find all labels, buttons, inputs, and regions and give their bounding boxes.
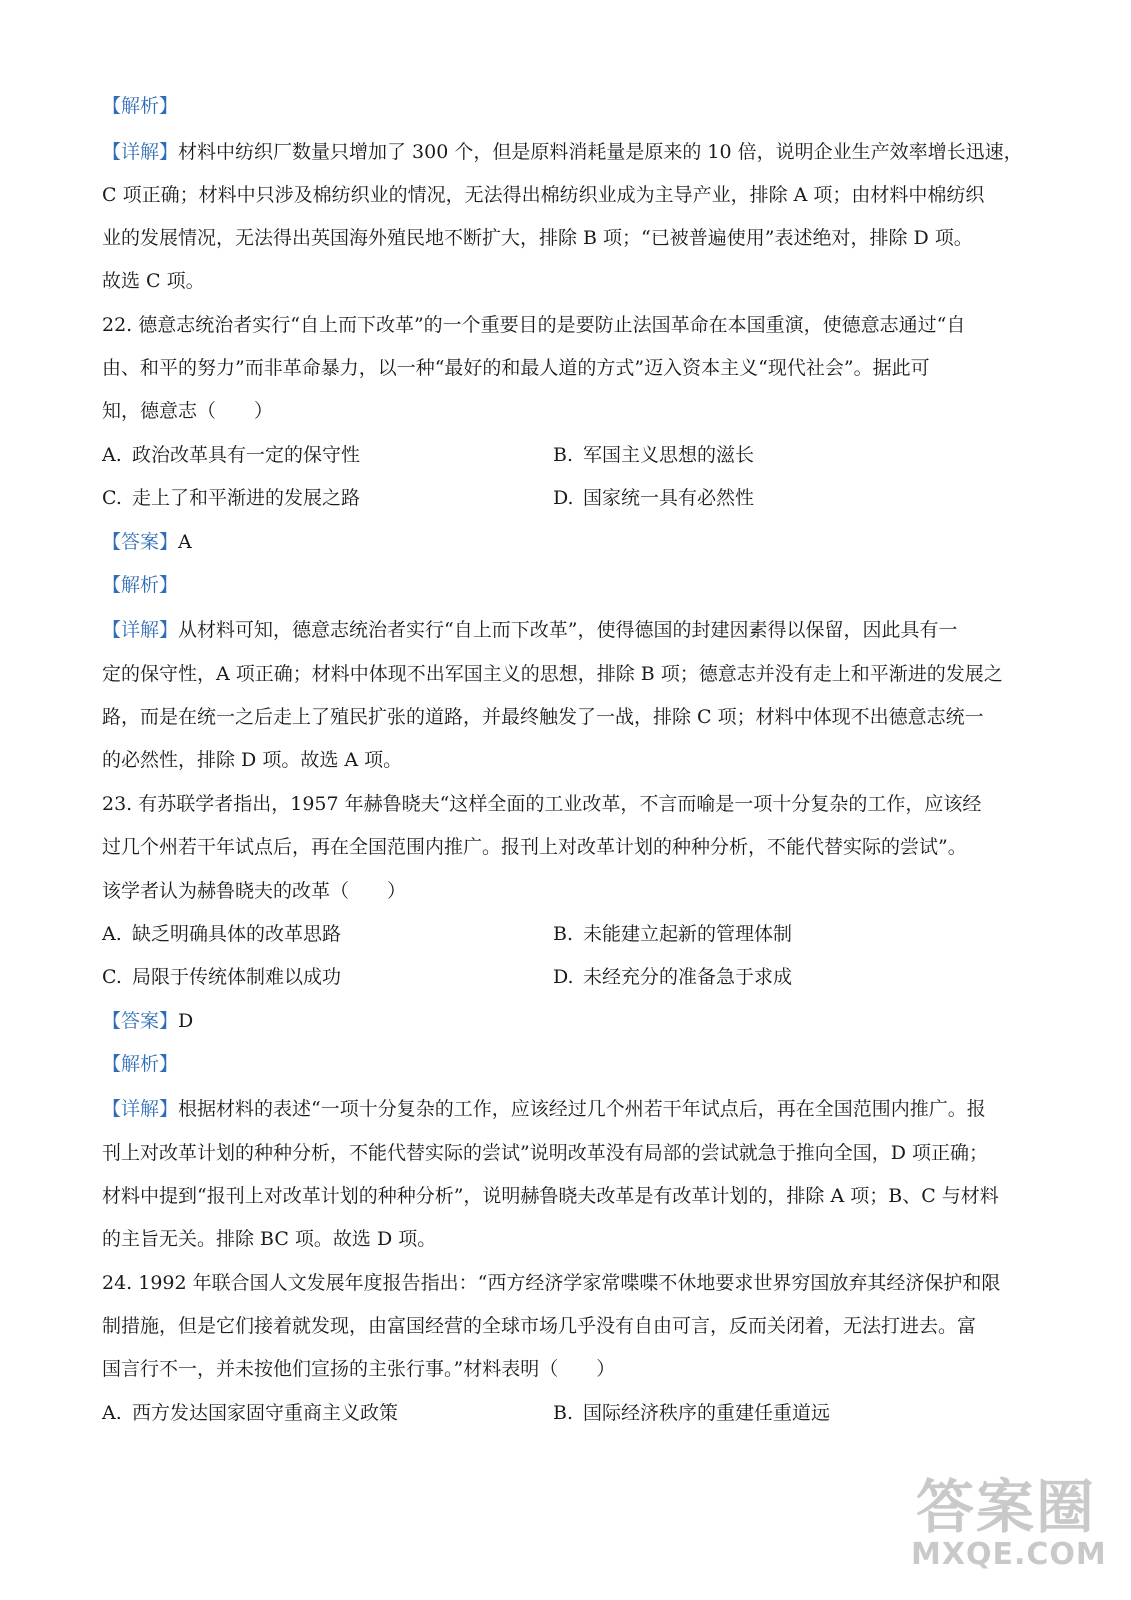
detail-line: 的必然性，排除 D 项。故选 A 项。 [102,749,403,771]
detail-text: 从材料可知，德意志统治者实行“自上而下改革”，使得德国的封建因素得以保留，因此具有一 [178,619,958,641]
detail-line: 材料中提到“报刊上对改革计划的种种分析”，说明赫鲁晓夫改革是有改革计划的，排除 A 项；B、C 与材料 [102,1185,999,1207]
question-23-stem: 过几个州若干年试点后，再在全国范围内推广。报刊上对改革计划的种种分析，不能代替实际的尝试”。 [102,836,967,858]
detail-line [102,138,1023,166]
detail-line: C 项正确；材料中只涉及棉纺织业的情况，无法得出棉纺织业成为主导产业，排除 A 项；由材料中棉纺织 [102,184,985,206]
detail-label: 【详解】 [102,1098,179,1120]
option-a [102,1399,398,1427]
detail-line: 的主旨无关。排除 BC 项。故选 D 项。 [102,1228,437,1250]
watermark-logo [911,1473,1107,1586]
option-a [102,920,341,948]
option-text: 缺乏明确具体的改革思路 [132,923,342,945]
option-letter: A. [102,444,122,466]
option-text: 走上了和平渐进的发展之路 [132,487,361,509]
watermark-title: 答案圈 [915,1473,1096,1541]
option-letter: B. [553,1402,574,1424]
detail-line [102,616,957,644]
option-text: 未经充分的准备急于求成 [583,966,793,988]
question-23-stem: 23. 有苏联学者指出，1957 年赫鲁晓夫“这样全面的工业改革，不言而喻是一项十分复杂的工作，应该经 [102,793,982,815]
question-23-stem: 该学者认为赫鲁晓夫的改革（ ） [102,880,407,902]
detail-line [102,1095,986,1123]
option-b [553,1399,830,1427]
option-letter: B. [553,444,574,466]
option-d [553,963,792,991]
option-b [553,441,754,469]
option-text: 国际经济秩序的重建任重道远 [583,1402,831,1424]
question-24-stem: 24. 1992 年联合国人文发展年度报告指出：“西方经济学家常喋喋不休地要求世界穷国放弃其经济保护和限 [102,1272,1001,1294]
option-letter: A. [102,923,122,945]
option-c [102,963,341,991]
option-text: 未能建立起新的管理体制 [583,923,793,945]
option-a [102,441,360,469]
analysis-label: 【解析】 [102,95,179,117]
option-text: 局限于传统体制难以成功 [132,966,342,988]
option-letter: D. [553,966,574,988]
detail-line: 路，而是在统一之后走上了殖民扩张的道路，并最终触发了一战，排除 C 项；材料中体现不出德意志统一 [102,706,984,728]
option-letter: C. [102,966,122,988]
detail-line: 业的发展情况，无法得出英国海外殖民地不断扩大，排除 B 项；“已被普遍使用”表述绝对，排除 D 项。 [102,227,973,249]
detail-line: 故选 C 项。 [102,270,205,292]
question-22-stem: 知，德意志（ ） [102,400,274,422]
answer-value: D [178,1010,194,1032]
option-letter: B. [553,923,574,945]
option-text: 国家统一具有必然性 [583,487,755,509]
answer-line [102,1007,193,1035]
option-text: 西方发达国家固守重商主义政策 [132,1402,399,1424]
question-24-stem: 制措施，但是它们接着就发现，由富国经营的全球市场几乎没有自由可言，反而关闭着，无法打进去。富 [102,1315,977,1337]
question-24-stem: 国言行不一，并未按他们宣扬的主张行事。”材料表明（ ） [102,1358,616,1380]
detail-text: 材料中纺织厂数量只增加了 300 个，但是原料消耗量是原来的 10 倍，说明企业生产效率增长迅速， [178,141,1023,163]
option-c [102,484,360,512]
detail-label: 【详解】 [102,141,179,163]
question-22-stem: 22. 德意志统治者实行“自上而下改革”的一个重要目的是要防止法国革命在本国重演，使德意志通过“自 [102,314,966,336]
watermark-domain: MXQE.COM [911,1537,1107,1572]
question-22-stem: 由、和平的努力”而非革命暴力，以一种“最好的和最人道的方式”迈入资本主义“现代社会”。据此可 [102,357,930,379]
option-text: 政治改革具有一定的保守性 [132,444,361,466]
detail-line: 定的保守性，A 项正确；材料中体现不出军国主义的思想，排除 B 项；德意志并没有走上和平渐进的发展之 [102,663,1003,685]
option-d [553,484,754,512]
answer-label: 【答案】 [102,1010,179,1032]
detail-label: 【详解】 [102,619,179,641]
option-text: 军国主义思想的滋长 [583,444,755,466]
option-letter: A. [102,1402,122,1424]
answer-label: 【答案】 [102,531,179,553]
option-b [553,920,792,948]
analysis-label: 【解析】 [102,1053,179,1075]
detail-text: 根据材料的表述“一项十分复杂的工作，应该经过几个州若干年试点后，再在全国范围内推广。报 [178,1098,986,1120]
answer-line [102,528,192,556]
detail-line: 刊上对改革计划的种种分析，不能代替实际的尝试”说明改革没有局部的尝试就急于推向全国，D 项正确； [102,1142,988,1164]
option-letter: C. [102,487,122,509]
answer-value: A [178,531,192,553]
analysis-label: 【解析】 [102,574,179,596]
option-letter: D. [553,487,574,509]
